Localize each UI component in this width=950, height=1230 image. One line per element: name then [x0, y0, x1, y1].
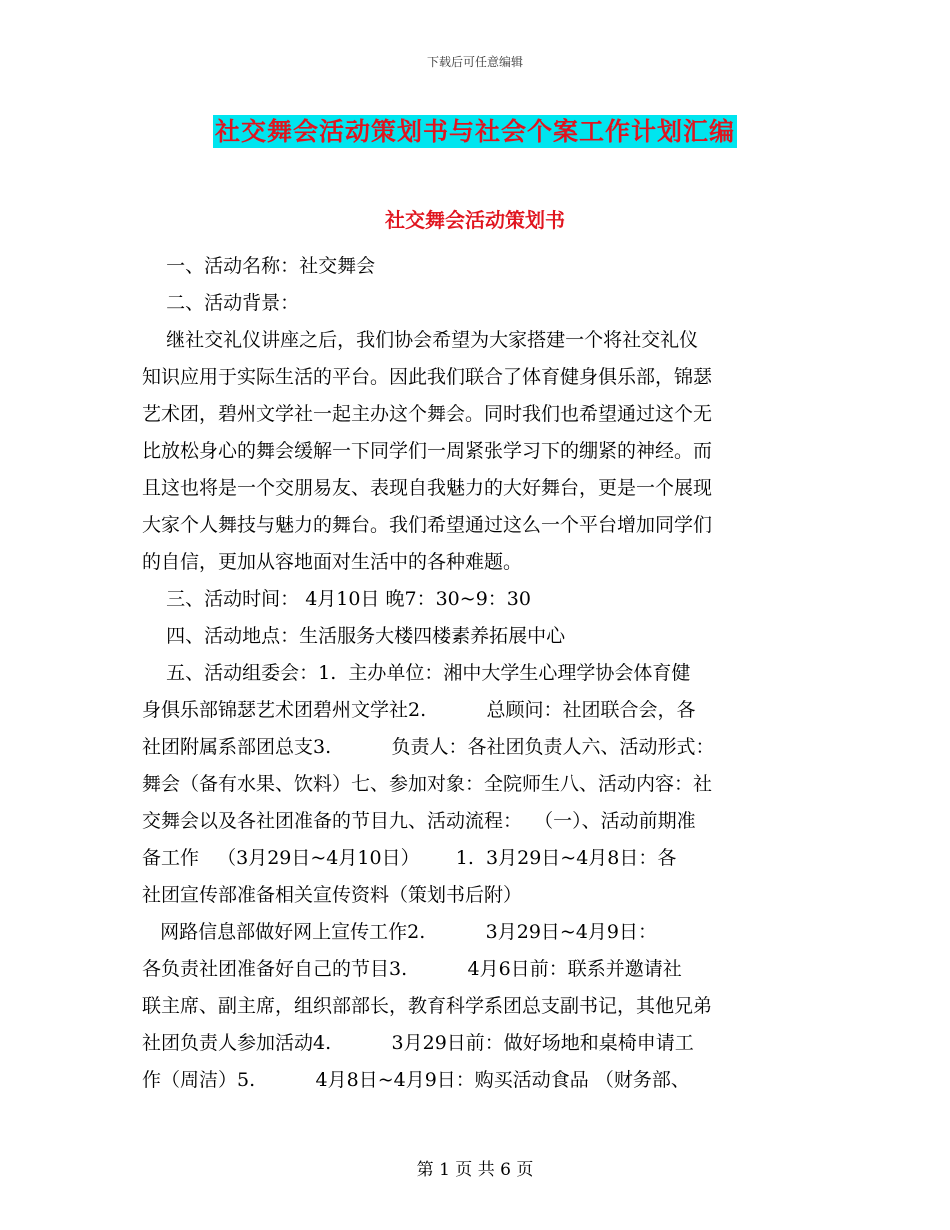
text-line: 社团宣传部准备相关宣传资料（策划书后附）: [142, 884, 523, 906]
text-line: 三、活动时间： 4月10日 晚7：30~9：30: [142, 588, 531, 610]
document-body: [142, 248, 814, 1099]
text-line: 交舞会以及各社团准备的节目九、活动流程： （一）、活动前期准: [142, 810, 696, 832]
text-line: 作（周洁）5. 4月8日~4月9日：购买活动食品 （财务部、: [142, 1069, 690, 1091]
text-line: 五、活动组委会：1. 主办单位：湘中大学生心理学协会体育健: [142, 662, 691, 684]
text-line: 比放松身心的舞会缓解一下同学们一周紧张学习下的绷紧的神经。而: [142, 440, 713, 462]
text-line: 知识应用于实际生活的平台。因此我们联合了体育健身俱乐部，锦瑟: [142, 366, 713, 388]
text-line: 一、活动名称：社交舞会: [142, 255, 376, 277]
text-line: 各负责社团准备好自己的节目3. 4月6日前：联系并邀请社: [142, 958, 682, 980]
page-footer: 第 1 页 共 6 页: [416, 1160, 534, 1180]
text-line: 且这也将是一个交朋易友、表现自我魅力的大好舞台，更是一个展现: [142, 477, 713, 499]
text-line: 网路信息部做好网上宣传工作2. 3月29日~4月9日：: [142, 921, 658, 943]
text-line: 二、活动背景：: [142, 292, 300, 314]
text-line: 备工作 （3月29日~4月10日） 1. 3月29日~4月8日：各: [142, 847, 677, 869]
text-line: 继社交礼仪讲座之后，我们协会希望为大家搭建一个将社交礼仪: [142, 329, 699, 351]
text-line: 社团附属系部团总支3. 负责人：各社团负责人六、活动形式：: [142, 736, 715, 758]
text-line: 四、活动地点：生活服务大楼四楼素养拓展中心: [142, 625, 566, 647]
main-title-text: 社交舞会活动策划书与社会个案工作计划汇编: [214, 117, 735, 146]
text-line: 舞会（备有水果、饮料）七、参加对象：全院师生八、活动内容：社: [142, 773, 713, 795]
sub-title: 社交舞会活动策划书: [385, 208, 565, 232]
text-line: 联主席、副主席，组织部部长，教育科学系团总支副书记，其他兄弟: [142, 995, 713, 1017]
text-line: 身俱乐部锦瑟艺术团碧州文学社2. 总顾问：社团联合会，各: [142, 699, 696, 721]
header-note: 下载后可任意编辑: [426, 55, 523, 69]
text-line: 社团负责人参加活动4. 3月29日前：做好场地和桌椅申请工: [142, 1032, 694, 1054]
main-title: [0, 112, 950, 148]
text-line: 的自信，更加从容地面对生活中的各种难题。: [142, 551, 523, 573]
text-line: 艺术团，碧州文学社一起主办这个舞会。同时我们也希望通过这个无: [142, 403, 713, 425]
text-line: 大家个人舞技与魅力的舞台。我们希望通过这么一个平台增加同学们: [142, 514, 713, 536]
